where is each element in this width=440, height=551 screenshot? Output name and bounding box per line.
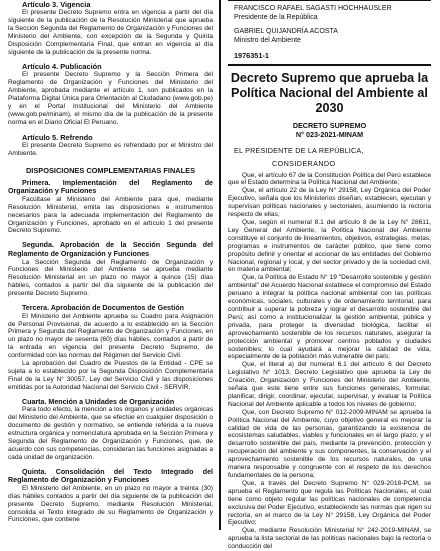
article-3-heading: Artículo 3. Vigencia	[22, 0, 91, 9]
considering-heading: CONSIDERANDO	[272, 158, 336, 168]
paragraph: Que, el artículo 22 de la Ley N° 29158, Ley Orgánica del Poder Ejecutivo, señala que los Ministerios diseñan, establecen, ejecutan y supervisan políticas nacionales y sectoriales, asumiendo la rectoría respecto de ellas;	[228, 187, 431, 219]
disposition-3-text-2: La aprobación del Cuadro de Puestos de la Entidad - CPE se sujeta a lo establecido por la Segunda Disposición Complementaria Final de la Ley N° 30057, Ley del Servicio Civil y las disposiciones emitidas por la Autoridad Nacional del Servicio Civil - SERVIR.	[8, 360, 213, 391]
disposition-2-heading: Segunda. Aprobación de la Sección Segunda del Reglamento de Organización y Funciones	[8, 241, 213, 258]
signer-1-name: FRANCISCO RAFAEL SAGASTI HOCHHAUSLER	[234, 5, 392, 12]
disposition-3-text-1: El Ministerio del Ambiente aprueba su Cuadro para Asignación de Personal Provisional, de acuerdo a lo establecido en la Sección Primera y Segunda del Reglamento de Organización y Funciones, en un plazo no mayor de sesenta (60) días hábiles, contados a partir de la entrada en vigencia del presente Decreto Supremo, de conformidad con las normas del Régimen del Servicio Civil.	[8, 312, 213, 360]
paragraph: Que, mediante Resolución Ministerial N° 242-2019-MINAM, se aprueba la lista sectorial de las políticas nacionales bajo la rectoría o conducción del	[228, 527, 431, 551]
signer-2-role: Ministro del Ambiente	[234, 36, 301, 44]
disposition-1-text: Facúltase al Ministerio del Ambiente para que, mediante Resolución Ministerial, emita las disposiciones e instrumentos necesarios para la adecuada implementación del Reglamento de Organización y Funciones, aprobado en el artículo 1 del presente Decreto Supremo.	[8, 195, 213, 235]
paragraph: Que, según el numeral 8.1 del artículo 8 de la Ley N° 28611, Ley General del Ambiente, la Política Nacional del Ambiente constituye el conjunto de lineamientos, objetivos, estrategias, metas, programas e instrumentos de carácter público, que tiene como propósito definir y orientar el accionar de las entidades del Gobierno Nacional, regional y local, y del sector privado y de la sociedad civil, en materia ambiental;	[228, 219, 431, 274]
section-heading: DISPOSICIONES COMPLEMENTARIAS FINALES	[25, 165, 196, 175]
disposition-3-heading: Tercera. Aprobación de Documentos de Gestión	[22, 304, 185, 313]
article-4-heading: Artículo 4. Publicación	[22, 62, 102, 72]
president-heading: EL PRESIDENTE DE LA REPÚBLICA,	[234, 145, 364, 155]
article-3-text: El presente Decreto Supremo entra en vigencia a partir del día siguiente de la publicación de la Resolución Ministerial que aprueba la Sección Segunda del Reglamento de Organización y Funciones del Ministerio del Ambiente, con excepción de la Segunda y Quinta Disposición Complementaria Final, que entran en vigencia al día siguiente de la publicación de la presente norma.	[8, 9, 213, 56]
paragraph: Que, con Decreto Supremo N° 012-2009-MINAM se aprueba la Política Nacional del Ambiente, cuyo objetivo general es mejorar la calidad de vida de las personas, garantizando la existencia de ecosistemas saludables, viables y funcionales en el largo plazo; y el desarrollo sostenible del país, mediante la prevención, protección y recuperación del ambiente y sus componentes, la conservación y el aprovechamiento sostenible de los recursos naturales, de una manera responsable y congruente con el respeto de los derechos fundamentales de la persona;	[228, 408, 431, 479]
document-number: 1976351-1	[234, 51, 269, 61]
disposition-4-text: Para todo efecto, la mención a los órganos y unidades orgánicas del Ministerio del Ambiente, que se efectúe en cualquier disposición o documento de gestión y normativo, se entiende referida a la nueva estructura orgánica y nomenclatura aprobada en la Sección Primera y Segunda del Reglamento de Organización y Funciones, que, de acuerdo con sus competencias, consideran las funciones asignadas a cada unidad de organización.	[8, 406, 213, 461]
paragraph: Que, la Política de Estado N° 19 "Desarrollo sostenible y gestión ambiental" del Acuerdo Nacional establece el compromiso del Estado peruano a integrar la política nacional ambiental con las políticas económicas, sociales, culturales y de ordenamiento territorial, para contribuir a superar la pobreza y lograr el desarrollo sostenible del Perú; así como a institucionalizar la gestión ambiental, pública y privada, para proteger la diversidad biológica, facilitar el aprovechamiento sostenible de los recursos naturales, asegurar la protección ambiental y promover centros poblados y ciudades sostenibles; lo cual ayudará a mejorar la calidad de vida, especialmente de la población más vulnerable del país;	[228, 274, 431, 361]
section-rule	[228, 64, 431, 66]
article-5-heading: Artículo 5. Refrendo	[22, 132, 93, 142]
right-column	[228, 0, 431, 551]
article-5-text: El presente Decreto Supremo es refrendado por el Ministro del Ambiente.	[8, 141, 213, 157]
decree-label: DECRETO SUPREMO	[292, 121, 367, 131]
disposition-4-heading: Cuarta. Mención a Unidades de Organización	[22, 397, 175, 406]
decree-title: Decreto Supremo que aprueba la Política Nacional del Ambiente al 2030	[230, 71, 429, 116]
signer-1-role: Presidente de la República	[234, 13, 318, 21]
disposition-1-heading: Primera. Implementación del Reglamento de Organización y Funciones	[8, 178, 213, 196]
paragraph: Que, el artículo 67 de la Constitución Política del Perú establece que el Estado determina la Política Nacional del Ambiente;	[228, 171, 431, 187]
decree-number: N° 023-2021-MINAM	[295, 129, 364, 139]
article-4-text: El presente Decreto Supremo y la Sección Primera del Reglamento de Organización y Funciones del Ministerio del Ambiente, aprobada mediante el artículo 1, son publicados en la Plataforma Digital Única para Orientación al Ciudadano (www.gob.pe) y en el Portal Institucional del Ministerio del Ambiente (www.gob.pe/minam), el mismo día de la publicación de la presente norma en el Diario Oficial El Peruano.	[8, 71, 213, 126]
left-column	[8, 0, 213, 530]
disposition-5-heading: Quinta. Consolidación del Texto Integrado del Reglamento de Organización y Funciones	[8, 467, 213, 485]
signer-2-name: GABRIEL QUIJANDRÍA ACOSTA	[234, 28, 338, 36]
paragraph: Que, el literal a) del numeral 6.1 del artículo 6 del Decreto Legislativo N° 1013, Decreto Legislativo que aprueba la Ley de Creación, Organización y Funciones del Ministerio del Ambiente, señala que este tiene entre sus funciones generales, formular, planificar, dirigir, coordinar, ejecutar, supervisar, y evaluar la Política Nacional del Ambiente aplicable a todos los niveles de gobierno;	[228, 361, 431, 408]
paragraph: Que, a través del Decreto Supremo N° 029-2018-PCM, se aprueba el Reglamento que regula las Políticas Nacionales, el cual tiene como objeto regular las políticas nacionales de competencia exclusiva del Poder Ejecutivo, estableciendo las normas que rigen su rectoría, en el marco de la Ley N° 29158, Ley Orgánica del Poder Ejecutivo;	[228, 479, 431, 527]
column-divider	[219, 0, 221, 530]
disposition-2-text: La Sección Segunda del Reglamento de Organización y Funciones del Ministerio del Ambiente se aprueba mediante Resolución Ministerial en un plazo no mayor a quince (15) días hábiles, contados a partir del día siguiente de la publicación del presente Decreto Supremo.	[8, 258, 213, 298]
disposition-5-text: El Ministerio del Ambiente, en un plazo no mayor a treinta (30) días hábiles contados a partir del día siguiente de la publicación del presente Decreto Supremo, mediante Resolución Ministerial, consolida el Texto Integrado de su Reglamento de Organización y Funciones, que contiene	[8, 484, 213, 524]
